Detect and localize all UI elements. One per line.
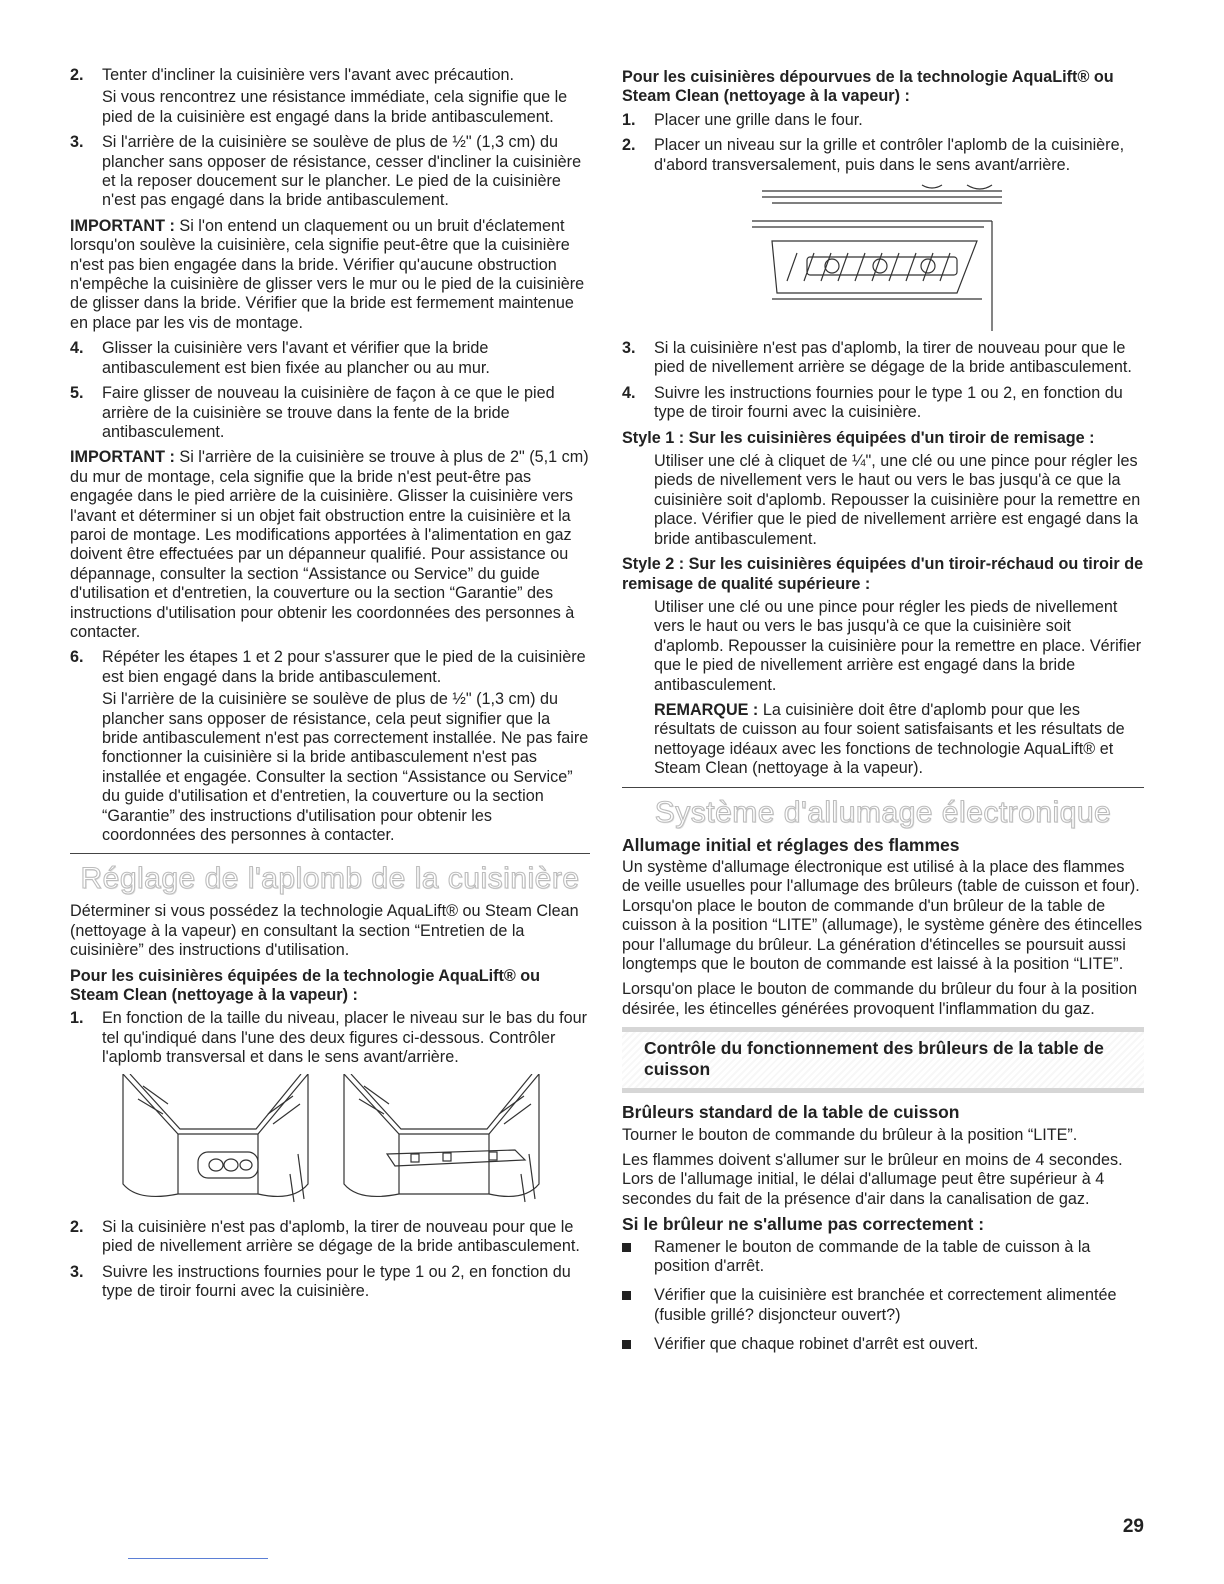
n-step-2-text: Placer un niveau sur la grille et contrôler l'aplomb de la cuisinière, d'abord transversalement, puis dans le sens avant/arrière. [654, 136, 1125, 174]
step-number: 2. [70, 66, 84, 84]
important-note-1 [70, 217, 590, 333]
standard-paragraph-1: Tourner le bouton de commande du brûleur à la position “LITE”. [622, 1125, 1078, 1144]
important-text: Si l'arrière de la cuisinière se trouve à plus de 2" (5,1 cm) du mur de montage, cela signifie que la bride n'est peut-être pas engagée dans le pied arrière de la cuisinière. Glisser la cuisinière vers l'avant et déterminer si un objet fait obstruction entre la cuisinière et la paroi de montage. Les modifications apportées à l'alimentation en gaz doivent être effectuées par un dépanneur qualifié. Pour assistance ou dépannage, consulter la section “Assistance ou Service” du guide d'utilisation et d'entretien, la couverture ou la section “Garantie” des instructions d'utilisation pour obtenir les coordonnées des personnes à contacter. [70, 448, 589, 641]
n-step-1-text: Placer une grille dans le four. [654, 110, 863, 129]
standard-paragraph-2: Les flammes doivent s'allumer sur le brûleur en moins de 4 secondes. Lors de l'allumage initial, le délai d'allumage peut être supérieur à 4 secondes du fait de la présence d'air dans la canalisation de gaz. [622, 1151, 1123, 1208]
aq-step-3-text: Suivre les instructions fournies pour le type 1 ou 2, en fonction du type de tiroir fourni avec la cuisinière. [102, 1262, 571, 1300]
bullet-item [622, 1286, 1144, 1325]
step-number: 3. [70, 1262, 84, 1281]
standard-burners-heading: Brûleurs standard de la table de cuisson [622, 1102, 960, 1123]
step-3 [70, 133, 590, 211]
step-2 [70, 66, 590, 127]
n-step-2 [622, 136, 1144, 175]
bullet-square-icon [622, 1340, 631, 1349]
important-label: IMPORTANT : [70, 448, 175, 467]
burner-fail-heading: Si le brûleur ne s'allume pas correctement : [622, 1214, 985, 1235]
step-6-subtext: Si l'arrière de la cuisinière se soulève de plus de ½" (1,3 cm) du plancher sans opposer de résistance, cela peut signifier que la bride antibasculement n'est pas correctement installée. Ne pas faire fonctionner la cuisinière si la bride antibasculement n'est pas installée et engagée. Consulter la section “Assistance ou Service” du guide d'utilisation et d'entretien, la couverture ou la section “Garantie” des instructions d'utilisation pour obtenir les coordonnées des personnes à contacter. [102, 690, 589, 845]
remarque-label: REMARQUE : [654, 700, 759, 719]
n-step-4 [622, 384, 1144, 423]
step-5 [70, 384, 590, 442]
bullet-text: Vérifier que chaque robinet d'arrêt est ouvert. [654, 1335, 979, 1354]
important-note-2 [70, 448, 590, 642]
aq-step-3 [70, 1263, 590, 1302]
step-4-text: Glisser la cuisinière vers l'avant et vérifier que la bride antibasculement est bien fixée au plancher ou au mur. [102, 339, 490, 377]
style-1-text: Utiliser une clé à cliquet de ¼", une clé ou une pince pour régler les pieds de nivellement vers le haut ou vers le bas jusqu'à ce que la cuisinière soit d'aplomb. Repousser la cuisinière pour la remettre en place. Vérifier que le pied de nivellement arrière est engagé dans la bride antibasculement. [654, 452, 1141, 548]
style-2-heading: Style 2 : Sur les cuisinières équipées d'un tiroir-réchaud ou tiroir de remisage de qualité supérieure : [622, 555, 1144, 593]
aqualift-heading: Pour les cuisinières équipées de la technologie AquaLift® ou Steam Clean (nettoyage à la vapeur) : [70, 966, 541, 1005]
leveling-intro: Déterminer si vous possédez la technologie AquaLift® ou Steam Clean (nettoyage à la vapeur) en consultant la section “Entretien de la cuisinière” des instructions d'utilisation. [70, 902, 579, 960]
allumage-paragraph-2: Lorsqu'on place le bouton de commande du brûleur du four à la position désirée, les étincelles générées provoquent l'inflammation du gaz. [622, 980, 1138, 1018]
step-number: 4. [70, 339, 84, 358]
step-number: 1. [70, 1009, 84, 1028]
step-5-text: Faire glisser de nouveau la cuisinière de façon à ce que le pied arrière de la cuisinière se trouve dans la fente de la bride antibasculement. [102, 384, 555, 441]
page-number: 29 [1122, 1516, 1144, 1537]
bullet-item [622, 1335, 1144, 1354]
style-2-text: Utiliser une clé ou une pince pour régler les pieds de nivellement vers le haut ou vers le bas jusqu'à ce que la cuisinière soit d'aplomb. Repousser la cuisinière pour la remettre en place. Vérifier que le pied de nivellement arrière est engagé dans la bride antibasculement. [654, 597, 1142, 694]
rack-level-figure [752, 181, 1012, 331]
step-number: 1. [622, 110, 636, 129]
oven-level-figures [118, 1074, 590, 1204]
allumage-heading: Allumage initial et réglages des flammes [622, 834, 960, 855]
left-column [70, 66, 590, 1307]
remarque-note [622, 701, 1144, 779]
oven-level-figure-1 [118, 1074, 313, 1204]
n-step-1 [622, 111, 1144, 130]
step-6 [70, 648, 590, 845]
section-title-ignition: Système d'allumage électronique [654, 795, 1112, 829]
step-3-text: Si l'arrière de la cuisinière se soulève de plus de ½" (1,3 cm) du plancher sans opposer de résistance, cesser d'incliner la cuisinière et la reposer doucement sur le plancher. Le pied de la cuisinière n'est pas engagé dans la bride antibasculement. [102, 133, 582, 210]
aq-step-1-text: En fonction de la taille du niveau, placer le niveau sur le bas du four tel qu'indiqué dans l'une des deux figures ci-dessous. Contrôler l'aplomb transversal et dans le sens avant/arrière. [102, 1009, 588, 1067]
aq-step-2-text: Si la cuisinière n'est pas d'aplomb, la tirer de nouveau pour que le pied de nivellement arrière se dégage de la bride antibasculement. [102, 1217, 580, 1256]
step-number: 5. [70, 384, 84, 403]
step-2-subtext: Si vous rencontrez une résistance immédiate, cela signifie que le pied de la cuisinière est engagé dans la bride antibasculement. [102, 88, 568, 126]
step-number: 3. [622, 339, 636, 358]
n-step-3 [622, 339, 1144, 378]
remarque-text: La cuisinière doit être d'aplomb pour que les résultats de cuisson au four soient satisfaisants et les résultats de nettoyage idéaux avec les fonctions de technologie AquaLift® et Steam Clean (nettoyage à la vapeur). [654, 700, 1125, 778]
step-6-text: Répéter les étapes 1 et 2 pour s'assurer que le pied de la cuisinière est bien engagé dans la bride antibasculement. [102, 648, 586, 686]
section-divider [622, 787, 1144, 788]
bullet-square-icon [622, 1291, 631, 1300]
step-number: 4. [622, 383, 636, 402]
right-column [622, 66, 1144, 1365]
allumage-paragraph-1: Un système d'allumage électronique est utilisé à la place des flammes de veille usuelles pour l'allumage des brûleurs (table de cuisson et four). Lorsqu'on place le bouton de commande d'un brûleur de la table de cuisson à la position “LITE” (allumage), le système génère des étincelles pour l'allumage du brûleur. La génération d'étincelles se poursuit aussi longtemps que le bouton de commande est laissé à la position “LITE”. [622, 857, 1143, 973]
oven-level-figure-2 [339, 1074, 544, 1204]
step-2-text: Tenter d'incliner la cuisinière vers l'avant avec précaution. [102, 66, 514, 84]
important-text: Si l'on entend un claquement ou un bruit d'éclatement lorsqu'on soulève la cuisinière, cela signifie peut-être que la cuisinière n'est pas bien engagée dans la bride. Vérifier qu'aucune obstruction n'empêche la cuisinière de glisser vers le mur ou le pied de la cuisinière de glisser dans la bride. Vérifier que la bride est fermement maintenue en place par les vis de montage. [70, 216, 585, 332]
style-1-heading: Style 1 : Sur les cuisinières équipées d'un tiroir de remisage : [622, 428, 1095, 447]
n-step-3-text: Si la cuisinière n'est pas d'aplomb, la tirer de nouveau pour que le pied de nivellement arrière se dégage de la bride antibasculement. [654, 339, 1132, 377]
no-aqualift-heading: Pour les cuisinières dépourvues de la technologie AquaLift® ou Steam Clean (nettoyage à la vapeur) : [622, 68, 1114, 106]
section-divider [70, 853, 590, 854]
controle-heading-box: Contrôle du fonctionnement des brûleurs de la table de cuisson [622, 1027, 1144, 1093]
step-number: 6. [70, 648, 84, 667]
important-label: IMPORTANT : [70, 216, 175, 235]
step-4 [70, 339, 590, 378]
bullet-text: Ramener le bouton de commande de la table de cuisson à la position d'arrêt. [654, 1237, 1091, 1276]
bullet-item [622, 1238, 1144, 1277]
section-title-leveling: Réglage de l'aplomb de la cuisinière [80, 862, 580, 896]
aq-step-2 [70, 1218, 590, 1257]
aq-step-1 [70, 1009, 590, 1067]
step-number: 2. [622, 136, 636, 155]
footer-link-line [128, 1558, 268, 1559]
bullet-square-icon [622, 1243, 631, 1252]
step-number: 2. [70, 1217, 84, 1236]
bullet-text: Vérifier que la cuisinière est branchée et correctement alimentée (fusible grillé? disjoncteur ouvert?) [654, 1286, 1117, 1324]
n-step-4-text: Suivre les instructions fournies pour le type 1 ou 2, en fonction du type de tiroir fourni avec la cuisinière. [654, 383, 1123, 422]
step-number: 3. [70, 133, 84, 152]
